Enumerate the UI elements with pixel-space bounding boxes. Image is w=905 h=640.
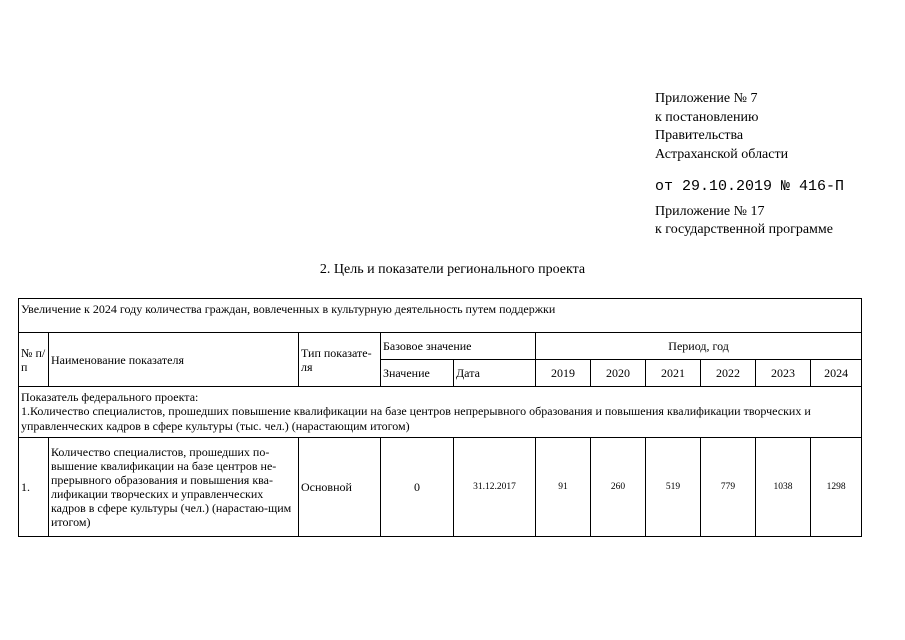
indicators-table <box>18 298 862 537</box>
row-year-value: 260 <box>591 438 646 537</box>
row-year-value: 779 <box>701 438 756 537</box>
header-base: Базовое значение <box>381 333 536 360</box>
row-year-value: 91 <box>536 438 591 537</box>
row-year-value: 519 <box>646 438 701 537</box>
header-num: № п/п <box>19 333 49 387</box>
header-year: 2024 <box>811 360 862 387</box>
annex-line: Приложение № 17 <box>655 203 765 219</box>
federal-indicator <box>19 387 862 438</box>
header-period: Период, год <box>536 333 862 360</box>
federal-label: Показатель федерального проекта: <box>21 389 199 404</box>
header-value: Значение <box>381 360 454 387</box>
row-num: 1. <box>19 438 49 537</box>
header-type: Тип показате-ля <box>299 333 381 387</box>
header-year: 2022 <box>701 360 756 387</box>
header-year: 2021 <box>646 360 701 387</box>
annex-line: Приложение № 7 <box>655 91 758 106</box>
row-type: Основной <box>299 438 381 537</box>
row-year-value: 1038 <box>756 438 811 537</box>
table-row <box>19 438 862 537</box>
annex-line: к постановлению <box>655 109 759 125</box>
annex-line: Астраханской области <box>655 146 789 162</box>
header-name: Наименование показателя <box>49 333 299 387</box>
project-goal: Увеличение к 2024 году количества граждан, вовлеченных в культурную деятельность путем поддержки <box>19 299 862 333</box>
annex-line: Правительства <box>655 128 744 143</box>
header-date: Дата <box>454 360 536 387</box>
header-year: 2019 <box>536 360 591 387</box>
header-year: 2023 <box>756 360 811 387</box>
annex-block <box>655 90 844 240</box>
row-year-value: 1298 <box>811 438 862 537</box>
annex-line: к государственной программе <box>655 222 833 237</box>
row-base-date: 31.12.2017 <box>454 438 536 537</box>
row-name: Количество специалистов, прошедших по-вышение квалификации на базе центров не-прерывного образования и повышения ква-лификации творческих и управленческих кадров в сфере культуры (чел.) (нарастаю-щим итогом) <box>49 438 299 537</box>
section-title: 2. Цель и показатели регионального проекта <box>319 262 586 277</box>
federal-text: 1.Количество специалистов, прошедших повышение квалификации на базе центров непрерывного образования и повышения квалификации творческих и управленческих кадров в сфере культуры (тыс. чел.) (нарастающим итогом) <box>21 403 811 433</box>
row-base-value: 0 <box>381 438 454 537</box>
header-year: 2020 <box>591 360 646 387</box>
resolution-date: от 29.10.2019 № 416-П <box>655 178 845 195</box>
